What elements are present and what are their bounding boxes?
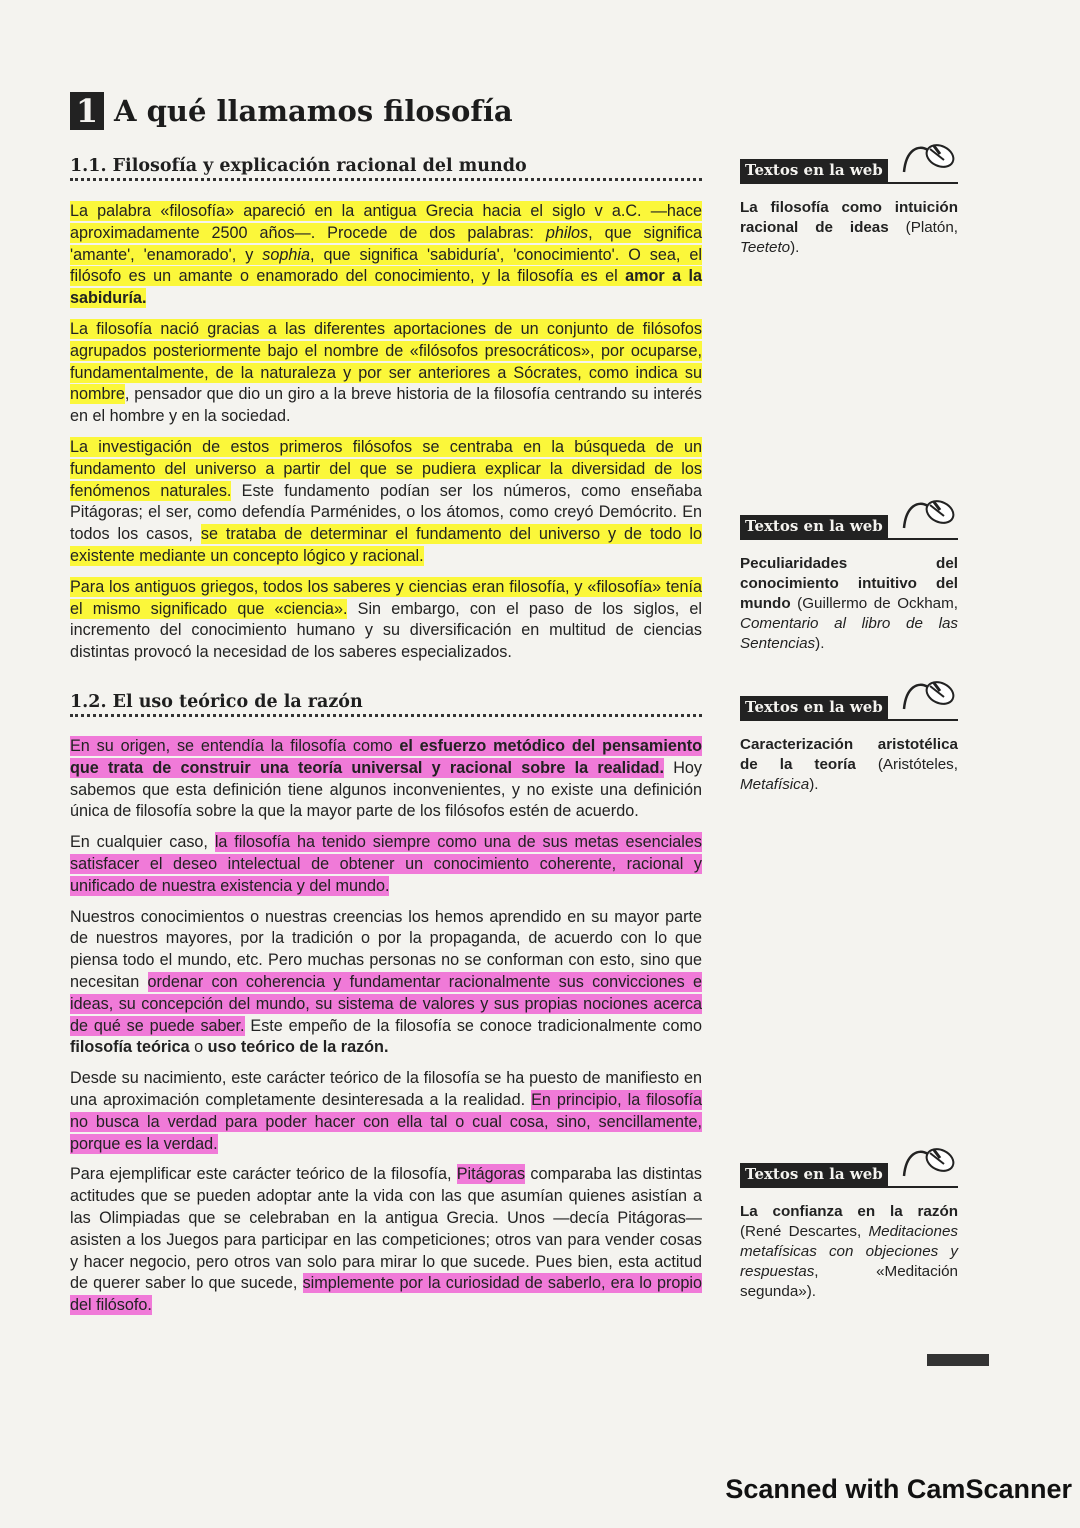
sidebar-box-4 — [740, 1152, 958, 1302]
plain-text: Sin embargo, con el paso de los siglos, el incremento del conocimiento humano y su diversificación en multitud de ciencias distintas provocó la necesidad de los saberes especializados. — [70, 599, 702, 662]
computer-mouse-icon — [900, 1144, 958, 1184]
highlight-yellow: se trataba de determinar el fundamento del universo y de todo lo existente mediante un concepto lógico y racional. — [70, 525, 702, 565]
plain-text: Desde su nacimiento, este carácter teórico de la filosofía se ha puesto de manifiesto en una aproximación completamente desinteresada a la realidad. — [70, 1069, 702, 1109]
divider — [740, 538, 958, 540]
plain-text: Este empeño de la filosofía se conoce tradicionalmente como — [244, 1016, 702, 1035]
section-2-paragraph-4 — [70, 1068, 702, 1155]
computer-mouse-icon — [900, 677, 958, 717]
bold-term: amor a la sabiduría. — [70, 267, 702, 308]
section-1-body — [70, 201, 702, 673]
highlight-yellow: La investigación de estos primeros filósofos se centraba en la búsqueda de un fundamento del universo a partir del que se pudiera explicar la diversidad de los fenómenos naturales. — [70, 437, 702, 500]
bold-term: uso teórico de la razón. — [207, 1038, 389, 1057]
plain-text: Este fundamento podían ser los números, como enseñaba Pitágoras; el ser, como defendía Parménides, o los átomos, como creyó Demócrito. En todos los casos, — [70, 481, 703, 544]
section-2-paragraph-5 — [70, 1164, 702, 1317]
plain-text: comparaba las distintas actitudes que se pueden adoptar ante la vida con las que asumían quienes asistían a las Olimpiadas que se celebraban en la antigua Grecia. Unos —decía Pitágoras— asisten a los Juegos para participar en las competiciones; otros van para vender cosas y hacer negocio, pero otros van solo para mirar lo que sucede. Pues bien, esta actitud de querer saber lo que sucede, — [70, 1165, 702, 1293]
divider — [740, 182, 958, 184]
section-2-paragraph-3 — [70, 907, 702, 1060]
section-1-paragraph-3 — [70, 437, 702, 568]
term-philos: philos — [545, 223, 589, 242]
bold-definition: el esfuerzo metódico del pensamiento que trata de construir una teoría universal y racional sobre la realidad. — [70, 737, 702, 777]
web-tag — [740, 504, 958, 540]
web-tag-label: Textos en la web — [740, 515, 888, 538]
section-2-heading-wrap — [70, 692, 702, 717]
section-2-heading: 1.2. El uso teórico de la razón — [70, 692, 702, 717]
highlight-yellow: , que significa 'sabiduría', 'conocimiento'. O sea, el filósofo es un amante o enamorado del conocimiento, y la filosofía es el — [70, 245, 702, 286]
term-sophia: sophia — [262, 245, 310, 264]
computer-mouse-icon — [900, 140, 958, 180]
sidebar-box-3 — [740, 685, 958, 795]
section-2-body — [70, 736, 702, 1326]
sidebar-text: Caracterización aristotélica de la teoría (Aristóteles, Metafísica). — [740, 736, 958, 793]
sidebar-text: La filosofía como intuición racional de ideas (Platón, Teeteto). — [740, 199, 958, 256]
chapter-heading — [70, 92, 513, 130]
highlight-yellow: , que significa 'amante', 'enamorado', y — [70, 223, 702, 264]
web-tag — [740, 685, 958, 721]
web-tag — [740, 1152, 958, 1188]
highlight-yellow: Para los antiguos griegos, todos los saberes y ciencias eran filosofía, y «filosofía» tenía el mismo significado que «ciencia». — [70, 577, 702, 618]
divider — [740, 719, 958, 721]
plain-text: , pensador que dio un giro a la breve historia de la filosofía centrando su interés en el hombre y en la sociedad. — [70, 385, 702, 426]
sidebar-text: Peculiaridades del conocimiento intuitivo del mundo (Guillermo de Ockham, Comentario al libro de las Sentencias). — [740, 555, 958, 652]
section-1-heading-wrap — [70, 156, 702, 181]
bold-term: filosofía teórica — [70, 1038, 190, 1057]
divider — [740, 1186, 958, 1188]
plain-text: En cualquier caso, — [70, 833, 215, 852]
highlight-pink: ordenar con coherencia y fundamentar racionalmente sus convicciones e ideas, su concepción del mundo, su sistema de valores y sus propias nociones acerca de qué se puede saber. — [70, 972, 702, 1035]
section-1-paragraph-4 — [70, 577, 702, 664]
plain-text: Nuestros conocimientos o nuestras creencias los hemos aprendido en su mayor parte de nuestros mayores, por la tradición o por la propaganda, de acuerdo con lo que piensa todo el mundo, etc. Pero muchas personas no se conforman con esto, sino que necesitan — [70, 907, 702, 991]
sidebar-text: La confianza en la razón (René Descartes, Meditaciones metafísicas con objeciones y respuestas, «Meditación segunda»). — [740, 1203, 958, 1300]
plain-text: o — [189, 1038, 208, 1057]
highlight-pink: En principio, la filosofía no busca la verdad para poder hacer con ella tal o cual cosa, sino, sencillamente, porque es la verdad. — [70, 1090, 702, 1153]
web-tag — [740, 148, 958, 184]
highlight-yellow: La palabra «filosofía» apareció en la antigua Grecia hacia el siglo v a.C. —hace aproximadamente 2500 años—. Procede de dos palabras: — [70, 202, 702, 242]
section-1-paragraph-2 — [70, 319, 702, 428]
section-1-paragraph-1 — [70, 201, 702, 310]
section-2-paragraph-1 — [70, 736, 702, 823]
web-tag-label: Textos en la web — [740, 696, 888, 719]
section-1-heading: 1.1. Filosofía y explicación racional del mundo — [70, 156, 702, 181]
web-tag-label: Textos en la web — [740, 1163, 888, 1186]
highlight-yellow — [546, 223, 588, 243]
highlight-yellow — [262, 245, 310, 265]
computer-mouse-icon — [900, 496, 958, 536]
scanner-watermark: Scanned with CamScanner — [725, 1474, 1072, 1504]
section-2-paragraph-2 — [70, 832, 702, 897]
highlight-pink: la filosofía ha tenido siempre como una de sus metas esenciales satisfacer el deseo intelectual de obtener un conocimiento coherente, racional y unificado de nuestra existencia y del mundo. — [70, 833, 702, 895]
plain-text: Hoy sabemos que esta definición tiene algunos inconvenientes, y no existe una definición única de filosofía sobre la que la mayor parte de los filósofos estén de acuerdo. — [70, 758, 702, 821]
chapter-number: 1 — [70, 92, 104, 130]
plain-text: Para ejemplificar este carácter teórico de la filosofía, — [70, 1165, 457, 1184]
sidebar-box-2 — [740, 504, 958, 654]
highlight-pink: simplemente por la curiosidad de saberlo, era lo propio del filósofo. — [70, 1274, 702, 1315]
highlight-yellow: La filosofía nació gracias a las diferentes aportaciones de un conjunto de filósofos agrupados posteriormente bajo el nombre de «filósofos presocráticos», por ocuparse, fundamentalmente, de la naturaleza y por ser anteriores a Sócrates, como indica su nombre — [70, 319, 702, 404]
highlight-pink: Pitágoras — [456, 1165, 526, 1184]
chapter-title: A qué llamamos filosofía — [114, 94, 513, 128]
page-number-mark — [927, 1354, 989, 1366]
web-tag-label: Textos en la web — [740, 159, 888, 182]
highlight-pink: En su origen, se entendía la filosofía como — [70, 737, 400, 755]
sidebar-box-1 — [740, 148, 958, 258]
